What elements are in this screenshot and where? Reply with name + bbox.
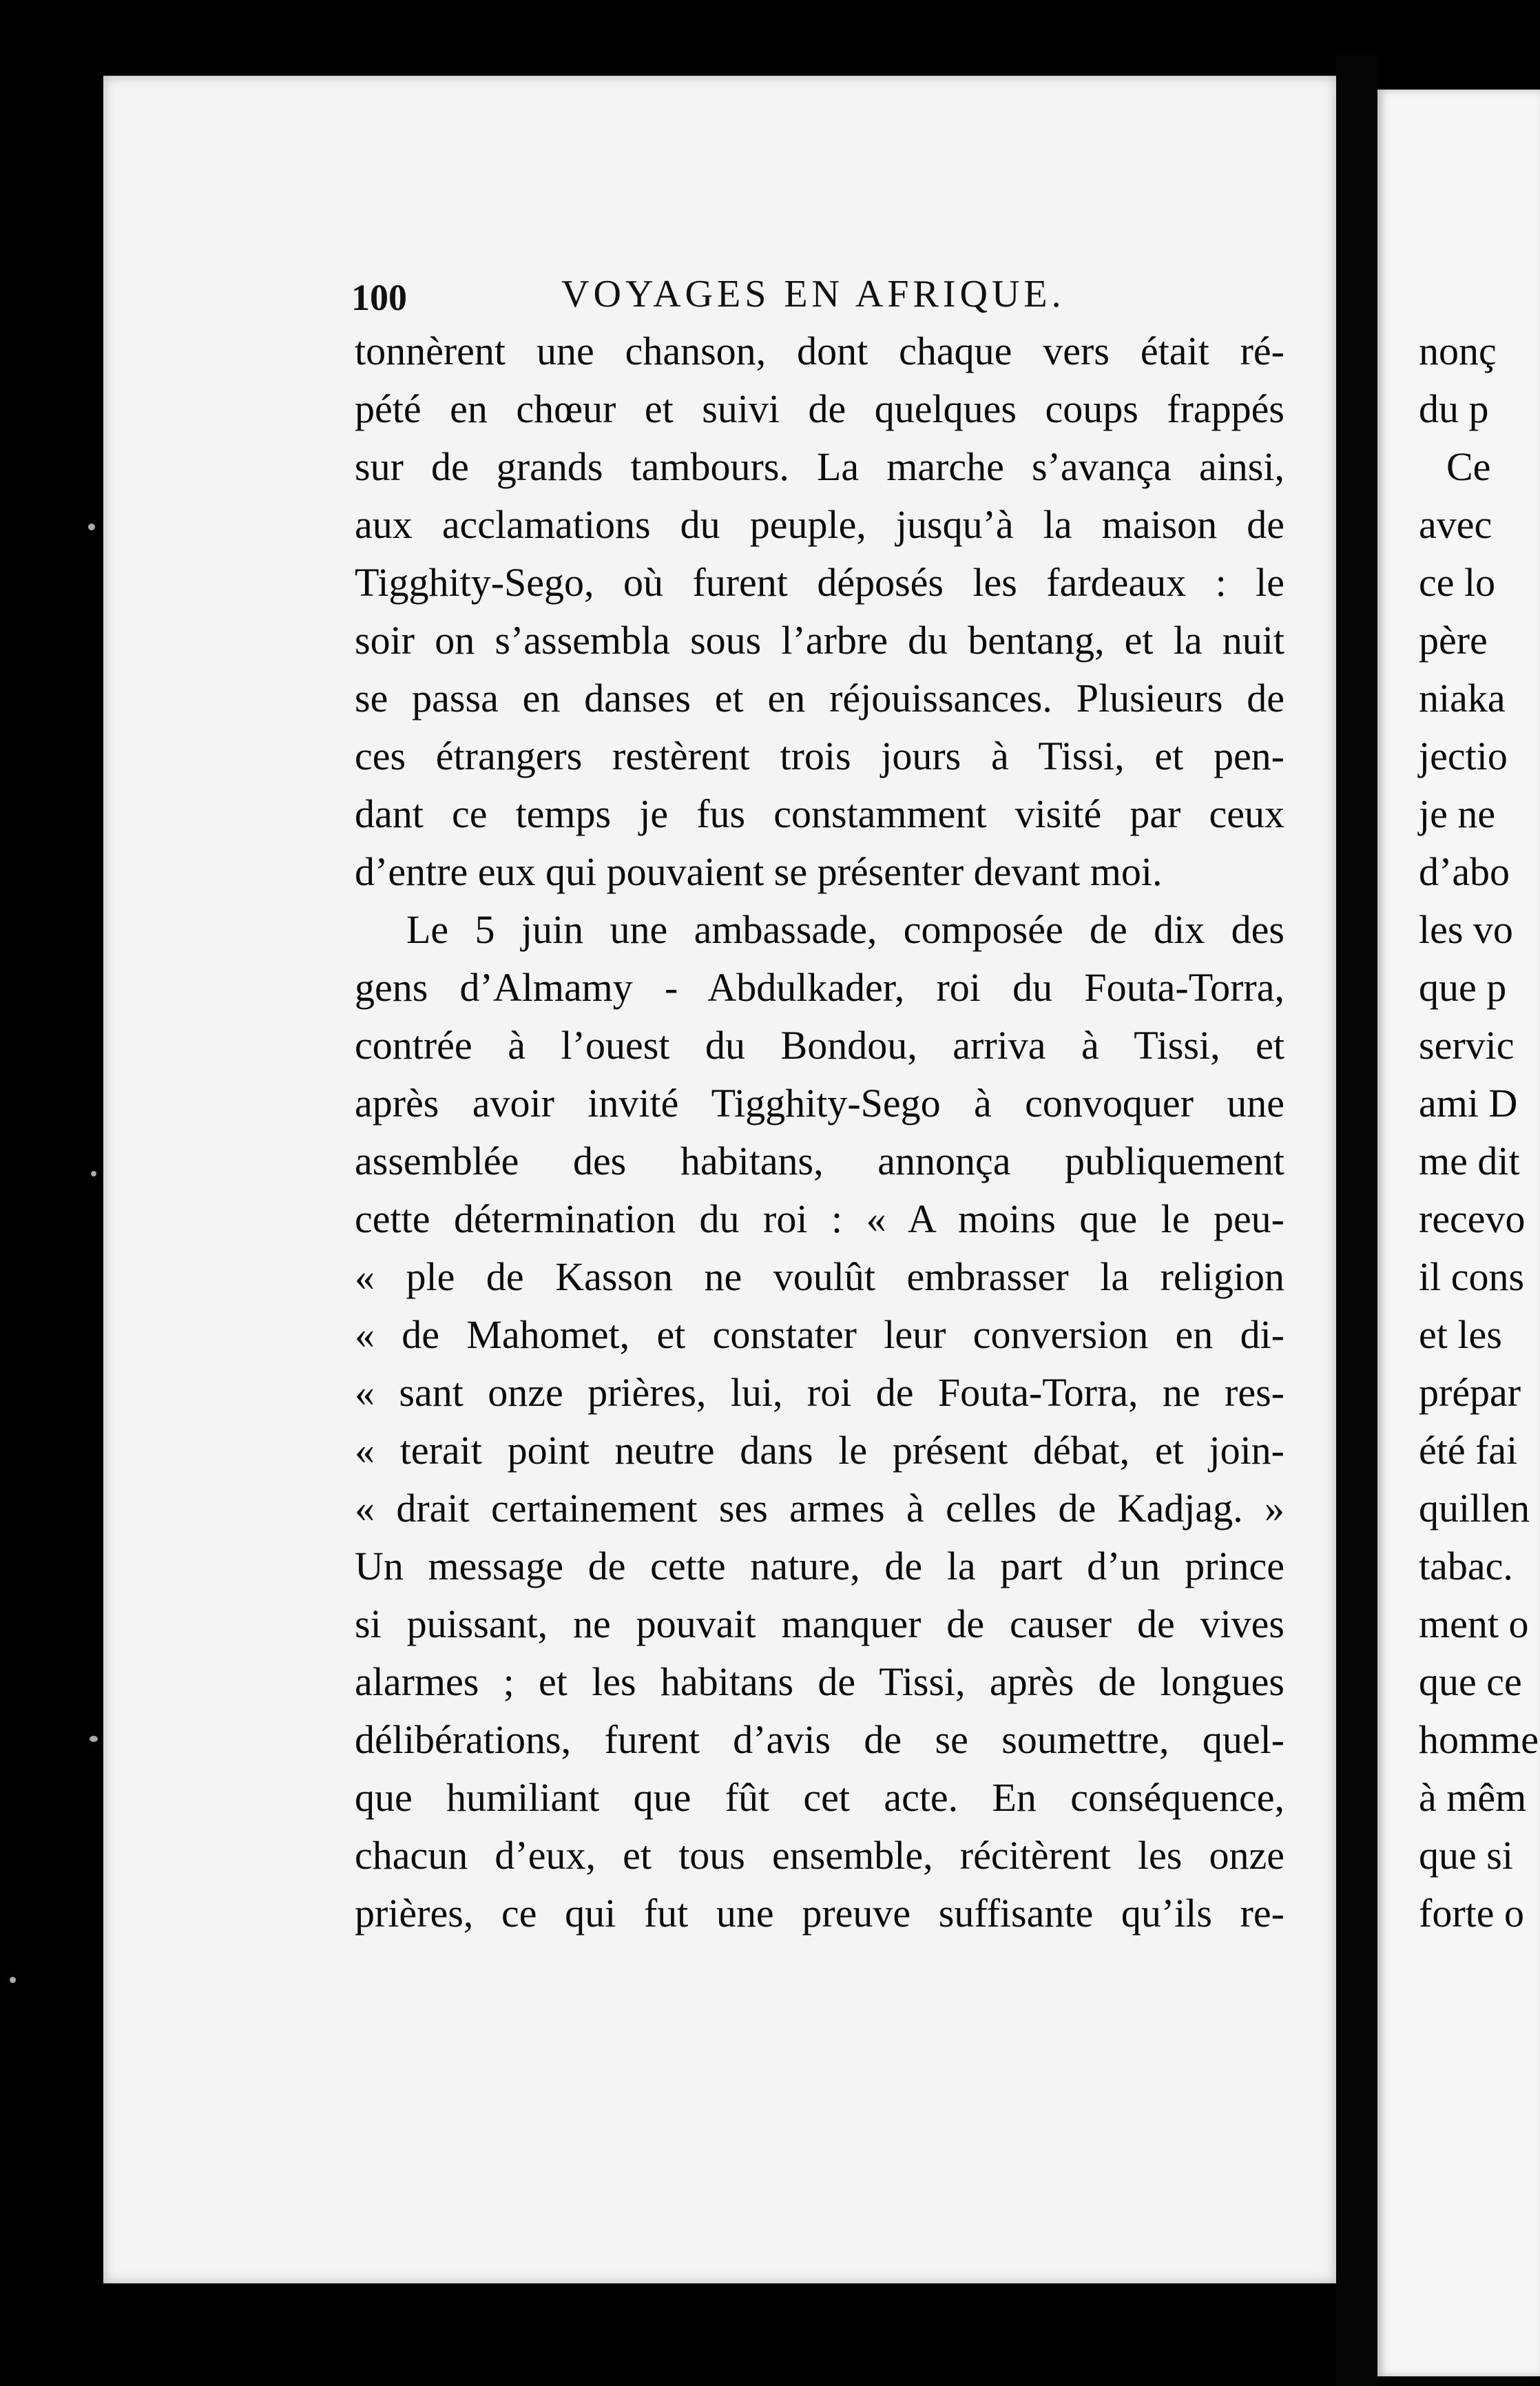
text-line: gens d’Almamy - Abdulkader, roi du Fouta-Torra, — [355, 965, 1284, 1010]
text-fragment: à mêm — [1419, 1775, 1527, 1820]
text-fragment: ment o — [1419, 1601, 1529, 1646]
text-fragment: servic — [1419, 1023, 1515, 1068]
text-fragment: ce lo — [1419, 560, 1496, 605]
text-fragment: homme — [1419, 1717, 1539, 1762]
text-line: alarmes ; et les habitans de Tissi, après de longues — [355, 1659, 1284, 1704]
text-line: contrée à l’ouest du Bondou, arriva à Tissi, et — [355, 1023, 1284, 1068]
text-line: si puissant, ne pouvait manquer de causer de vives — [355, 1601, 1284, 1646]
text-fragment: que si — [1419, 1833, 1513, 1878]
text-line: Un message de cette nature, de la part d’un prince — [355, 1544, 1284, 1588]
text-fragment: et les — [1419, 1312, 1502, 1357]
body-text — [355, 322, 1284, 1942]
text-line: se passa en danses et en réjouissances. Plusieurs de — [355, 676, 1284, 720]
text-line: soir on s’assembla sous l’arbre du bentang, et la nuit — [355, 618, 1284, 663]
right-page-text — [1419, 322, 1539, 1942]
text-fragment: été fai — [1419, 1428, 1518, 1473]
text-fragment: il cons — [1419, 1254, 1525, 1299]
text-fragment: les vo — [1419, 907, 1513, 952]
text-line: chacun d’eux, et tous ensemble, récitèrent les onze — [355, 1833, 1284, 1878]
text-fragment: du p — [1419, 386, 1489, 431]
text-line: ces étrangers restèrent trois jours à Tissi, et pen- — [355, 734, 1284, 778]
text-fragment: prépar — [1419, 1370, 1521, 1415]
scan-speck — [91, 1171, 96, 1176]
text-line: assemblée des habitans, annonça publiquement — [355, 1139, 1284, 1183]
text-line: « ple de Kasson ne voulût embrasser la religion — [355, 1254, 1284, 1299]
text-fragment: d’abo — [1419, 849, 1510, 894]
text-line: Tigghity-Sego, où furent déposés les fardeaux : le — [355, 560, 1284, 605]
text-line: prières, ce qui fut une preuve suffisante qu’ils re- — [355, 1891, 1284, 1936]
text-fragment: je ne — [1419, 791, 1496, 836]
text-line: cette détermination du roi : « A moins que le peu- — [355, 1196, 1284, 1241]
page-header — [351, 272, 1295, 327]
text-fragment: père — [1419, 618, 1488, 663]
book-gutter — [1336, 55, 1377, 2386]
text-line: pété en chœur et suivi de quelques coups frappés — [355, 386, 1284, 431]
text-line: « drait certainement ses armes à celles de Kadjag. » — [355, 1486, 1284, 1531]
text-line: Le 5 juin une ambassade, composée de dix des — [406, 907, 1284, 952]
text-line: dant ce temps je fus constamment visité par ceux — [355, 791, 1284, 836]
scan-speck — [90, 1736, 98, 1742]
text-line: aux acclamations du peuple, jusqu’à la maison de — [355, 502, 1284, 547]
text-fragment: tabac. — [1419, 1544, 1513, 1588]
text-fragment: recevo — [1419, 1196, 1526, 1241]
scan-speck — [10, 1977, 16, 1983]
text-fragment: avec — [1419, 502, 1492, 547]
text-line: sur de grands tambours. La marche s’avança ainsi, — [355, 444, 1284, 489]
text-fragment: jectio — [1419, 734, 1508, 778]
text-line: d’entre eux qui pouvaient se présenter devant moi. — [355, 849, 1163, 894]
text-fragment: forte o — [1419, 1891, 1524, 1936]
text-line: après avoir invité Tigghity-Sego à convoquer une — [355, 1081, 1284, 1125]
text-line: délibérations, furent d’avis de se soumettre, quel- — [355, 1717, 1284, 1762]
text-line: « sant onze prières, lui, roi de Fouta-Torra, ne res- — [355, 1370, 1284, 1415]
text-fragment: ami D — [1419, 1081, 1518, 1125]
text-fragment: que ce — [1419, 1659, 1522, 1704]
text-fragment: me dit — [1419, 1139, 1520, 1183]
text-line: « de Mahomet, et constater leur conversion en di- — [355, 1312, 1284, 1357]
text-line: « terait point neutre dans le présent débat, et join- — [355, 1428, 1284, 1473]
page-number: 100 — [351, 277, 407, 318]
text-fragment: nonç — [1419, 329, 1497, 373]
scan-speck — [88, 523, 95, 530]
text-line: que humiliant que fût cet acte. En conséquence, — [355, 1775, 1284, 1820]
text-fragment: que p — [1419, 965, 1507, 1010]
text-fragment: niaka — [1419, 676, 1506, 720]
text-line: tonnèrent une chanson, dont chaque vers était ré- — [355, 329, 1284, 373]
text-fragment: quillen — [1419, 1486, 1530, 1531]
running-head: VOYAGES EN AFRIQUE. — [561, 273, 1065, 315]
text-fragment: Ce — [1446, 444, 1491, 489]
